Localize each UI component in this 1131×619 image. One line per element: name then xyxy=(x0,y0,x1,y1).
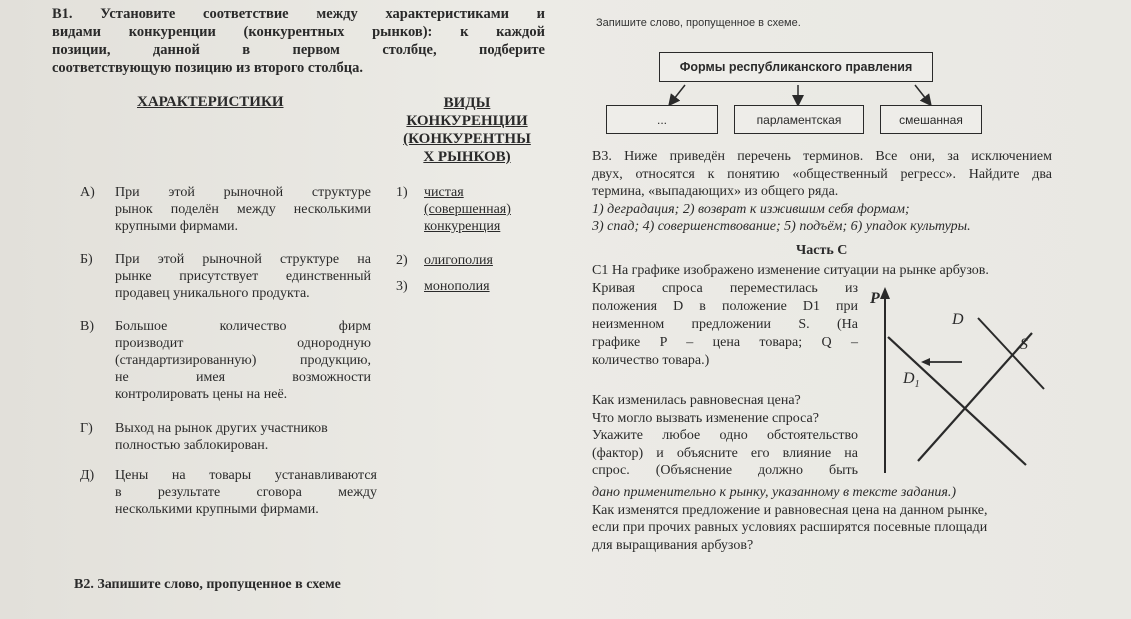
text-line: контролировать цены на неё. xyxy=(115,387,288,402)
b2-task: В2. Запишите слово, пропущенное в схеме xyxy=(74,577,341,592)
scheme-parliamentary-box: парламентская xyxy=(734,105,864,134)
type-1-text xyxy=(424,184,511,235)
text-line: чистая xyxy=(424,185,464,200)
type-num-2: 2) xyxy=(396,253,408,268)
text-line: Большое количество фирм xyxy=(115,319,371,334)
b1-heading-line-1: В1. Установите соответствие между характеристиками и xyxy=(52,6,545,22)
char-letter-d: Д) xyxy=(80,468,95,483)
text-line: не имея возможности xyxy=(115,370,371,385)
scheme-caption: Запишите слово, пропущенное в схеме. xyxy=(596,17,801,29)
p-axis-arrow xyxy=(880,287,890,299)
text-line: продавец уникального продукта. xyxy=(115,286,310,301)
b1-heading-line-4: соответствующую позицию из второго столбца. xyxy=(52,60,363,76)
d1-subscript: 1 xyxy=(914,379,920,391)
c1-line: графике P – цена товара; Q – xyxy=(592,335,858,350)
scheme-top-box: Формы республиканского правления xyxy=(659,52,933,82)
arrow-right xyxy=(915,85,930,104)
text-line: При этой рыночной структуре на xyxy=(115,252,371,267)
question-line: Что могло вызвать изменение спроса? xyxy=(592,410,819,426)
type-3-text: монополия xyxy=(424,279,490,294)
char-g-text xyxy=(115,420,377,454)
b3-block xyxy=(592,148,1052,236)
c1-questions-wide xyxy=(592,484,1052,554)
part-c-title: Часть С xyxy=(796,243,848,258)
text-line: конкуренция xyxy=(424,219,501,234)
type-num-3: 3) xyxy=(396,279,408,294)
text-line: несколькими крупными фирмами. xyxy=(115,502,319,517)
char-letter-b: Б) xyxy=(80,252,93,267)
text-line: Цены на товары устанавливаются xyxy=(115,468,377,483)
header-line: КОНКУРЕНЦИИ xyxy=(406,113,528,129)
characteristics-header: ХАРАКТЕРИСТИКИ xyxy=(137,94,284,110)
c1-line: положения D в положение D1 при xyxy=(592,299,858,314)
p-axis-label: P xyxy=(870,290,880,307)
type-num-1: 1) xyxy=(396,185,408,200)
question-line: если при прочих равных условиях расширятся посевные площади xyxy=(592,520,988,535)
text-line: полностью заблокирован. xyxy=(115,438,269,453)
b3-line: двух, относятся к понятию «общественный регресс». Найдите два xyxy=(592,166,1052,182)
c1-line: Кривая спроса переместилась из xyxy=(592,281,858,296)
header-line: ВИДЫ xyxy=(443,95,491,111)
char-a-text xyxy=(115,184,371,235)
question-line: дано применительно к рынку, указанному в тексте задания.) xyxy=(592,485,957,500)
text-line: Выход на рынок других участников xyxy=(115,421,328,436)
c1-questions xyxy=(592,392,858,480)
text-line: (стандартизированную) продукцию, xyxy=(115,353,371,368)
question-line: (фактор) и объясните его влияние на xyxy=(592,445,858,461)
demand-curve-d-upper xyxy=(978,318,1044,389)
b3-line: 3) спад; 4) совершенствование; 5) подъём; 6) упадок культуры. xyxy=(592,219,971,234)
char-b-text xyxy=(115,251,371,302)
question-line: спрос. (Объяснение должно быть xyxy=(592,463,858,478)
d-label: D xyxy=(952,311,964,328)
d1-label xyxy=(903,370,920,390)
type-2-text: олигополия xyxy=(424,253,493,268)
scheme-mixed-box: смешанная xyxy=(880,105,982,134)
text-line: (совершенная) xyxy=(424,202,511,217)
question-line: Как изменилась равновесная цена? xyxy=(592,393,801,408)
b3-line: В3. Ниже приведён перечень терминов. Все они, за исключением xyxy=(592,149,1052,164)
b1-heading-line-3: позиции, данной в первом столбце, подберите xyxy=(52,42,545,58)
question-line: для выращивания арбузов? xyxy=(592,537,754,553)
text-line: в результате сговора между xyxy=(115,485,377,500)
c1-first-line: С1 На графике изображено изменение ситуации на рынке арбузов. xyxy=(592,263,989,278)
char-letter-a: А) xyxy=(80,185,95,200)
b3-line: термина, «выпадающих» из общего ряда. xyxy=(592,184,839,199)
arrow-left xyxy=(670,85,685,104)
supply-curve-s xyxy=(918,333,1032,461)
question-line: Укажите любое одно обстоятельство xyxy=(592,428,858,443)
c1-line: неизменном предложении S. (На xyxy=(592,317,858,332)
char-letter-g: Г) xyxy=(80,421,93,436)
text-line: рынок поделён между несколькими xyxy=(115,202,371,217)
text-line: рынке присутствует единственный xyxy=(115,269,371,284)
question-line: Как изменятся предложение и равновесная цена на данном рынке, xyxy=(592,502,988,518)
scheme-missing-box: ... xyxy=(606,105,718,134)
shift-arrow-head xyxy=(921,358,930,366)
competition-types-header xyxy=(396,94,538,166)
text-line: крупными фирмами. xyxy=(115,219,239,234)
header-line: (КОНКУРЕНТНЫ xyxy=(403,131,531,147)
b1-heading-line-2: видами конкуренции (конкурентных рынков): к каждой xyxy=(52,24,545,40)
header-line: Х РЫНКОВ) xyxy=(423,149,511,165)
c1-line: количество товара.) xyxy=(592,353,710,368)
text-line: производит однородную xyxy=(115,336,371,351)
text-line: При этой рыночной структуре xyxy=(115,185,371,200)
d1-letter: D xyxy=(903,370,915,387)
b3-line: 1) деградация; 2) возврат к изжившим себя формам; xyxy=(592,201,910,217)
char-d-text xyxy=(115,467,377,518)
c1-block xyxy=(592,280,858,370)
char-v-text xyxy=(115,318,371,403)
char-letter-v: В) xyxy=(80,319,94,334)
s-label: S xyxy=(1020,336,1028,353)
demand-curve-d1 xyxy=(888,337,1026,465)
